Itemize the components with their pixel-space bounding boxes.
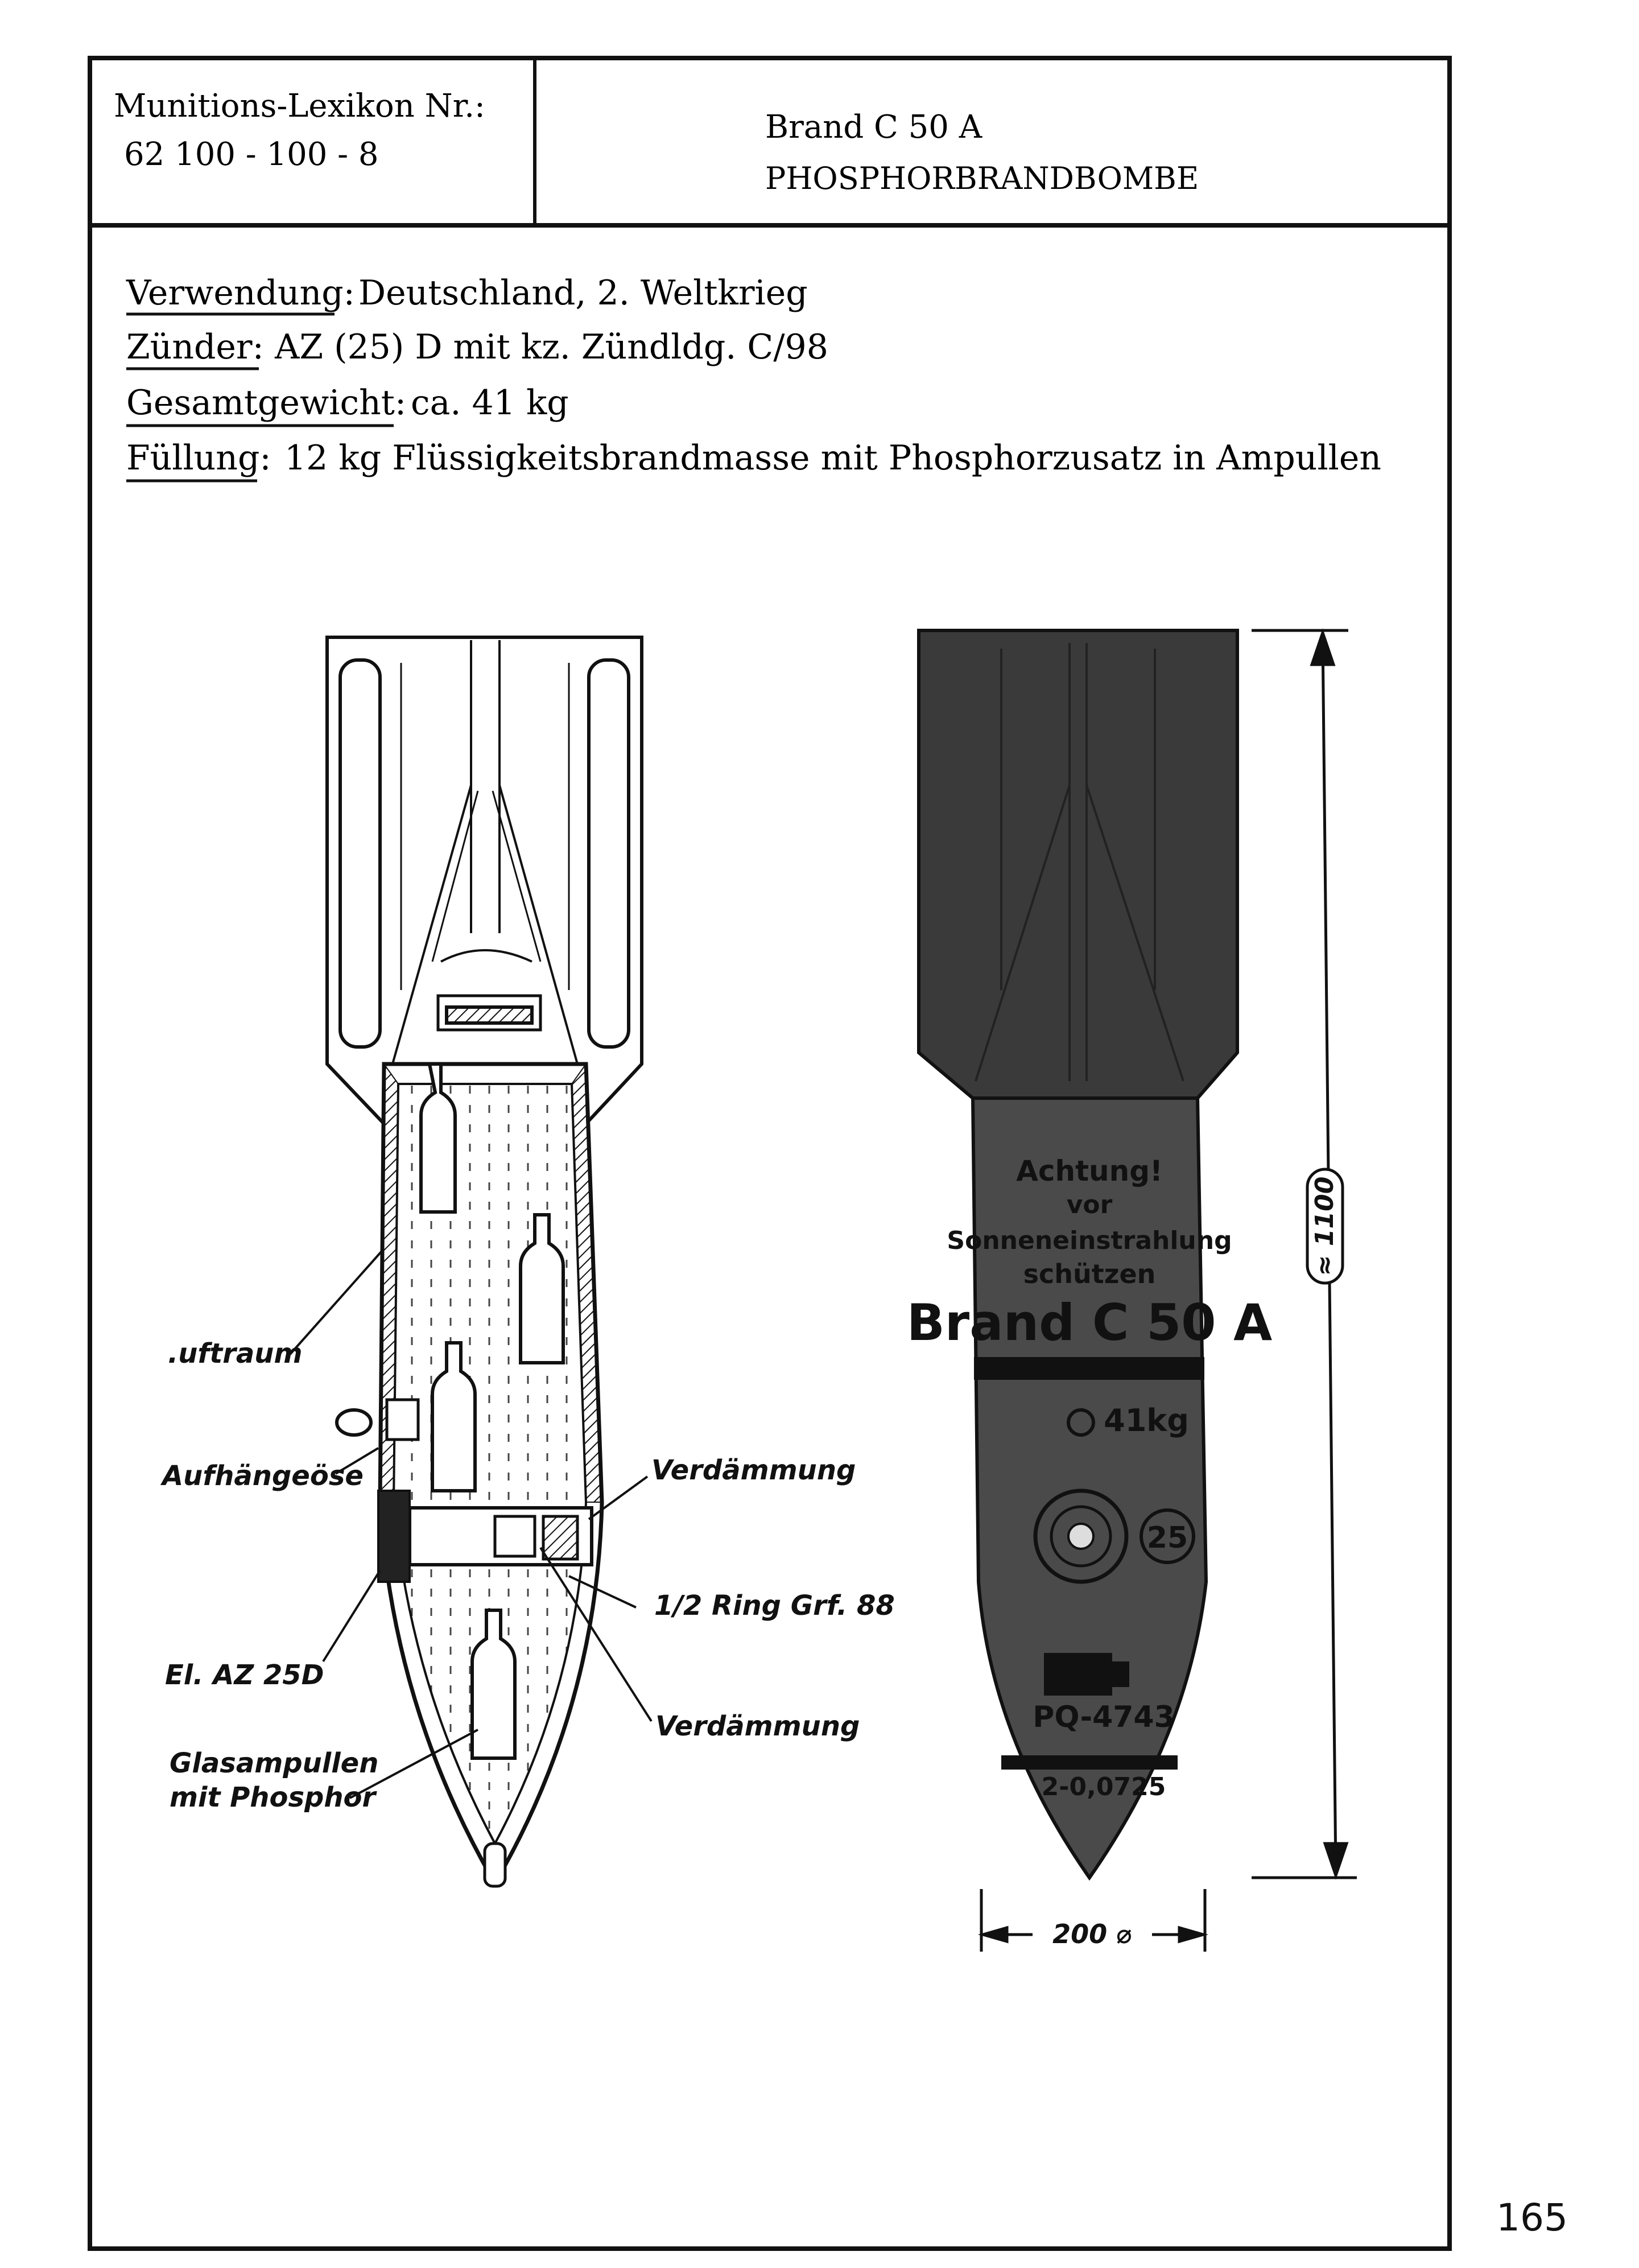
fuze-number: 25 bbox=[1146, 1521, 1188, 1555]
header bbox=[114, 88, 1199, 196]
warning-line-2: vor bbox=[1066, 1190, 1113, 1219]
warning-line-3: Sonneneinstrahlung bbox=[947, 1226, 1232, 1255]
warning-line-1: Achtung! bbox=[1016, 1154, 1163, 1187]
warning-line-4: schützen bbox=[1023, 1259, 1156, 1289]
spec-fields bbox=[126, 273, 1381, 481]
exterior-code: PQ-4743 bbox=[1033, 1700, 1175, 1734]
designation: Brand C 50 A bbox=[765, 109, 982, 146]
field-label-zuender: Zünder: bbox=[126, 327, 264, 367]
label-glasampullen-2: mit Phosphor bbox=[170, 1782, 376, 1813]
exterior-tail bbox=[919, 630, 1237, 1098]
field-value-fuellung: 12 kg Flüssigkeitsbrandmasse mit Phosphorzusatz in Ampullen bbox=[284, 438, 1381, 478]
page-number: 165 bbox=[1496, 2196, 1568, 2240]
label-el-az: El. AZ 25D bbox=[165, 1659, 324, 1691]
cutaway-drawing bbox=[290, 637, 651, 1886]
field-label-verwendung: Verwendung: bbox=[126, 273, 355, 313]
lexikon-label: Munitions-Lexikon Nr.: bbox=[114, 88, 485, 125]
label-ring: 1/2 Ring Grf. 88 bbox=[654, 1590, 895, 1622]
exterior-weight: 41kg bbox=[1104, 1403, 1189, 1438]
tail-fins bbox=[327, 637, 642, 1124]
exterior-lot: 2-0,0725 bbox=[1041, 1772, 1166, 1801]
exterior-drawing bbox=[907, 630, 1273, 1878]
type-title: PHOSPHORBRANDBOMBE bbox=[765, 160, 1199, 196]
label-aufhaengeoese: Aufhängeöse bbox=[162, 1460, 364, 1492]
field-label-gesamtgewicht: Gesamtgewicht: bbox=[126, 383, 407, 423]
field-value-verwendung: Deutschland, 2. Weltkrieg bbox=[358, 273, 808, 313]
field-value-zuender: AZ (25) D mit kz. Zündldg. C/98 bbox=[275, 327, 828, 367]
label-glasampullen-1: Glasampullen bbox=[170, 1747, 379, 1779]
field-value-gesamtgewicht: ca. 41 kg bbox=[411, 383, 569, 423]
lexikon-number: 62 100 - 100 - 8 bbox=[124, 136, 379, 173]
field-label-fuellung: Füllung: bbox=[126, 438, 271, 478]
length-dimension: ≈ 1100 bbox=[1310, 1176, 1339, 1276]
label-verdaemmung-bottom: Verdämmung bbox=[655, 1710, 860, 1742]
exterior-name: Brand C 50 A bbox=[906, 1293, 1273, 1352]
label-verdaemmung-top: Verdämmung bbox=[651, 1454, 856, 1486]
diameter-dimension: 200 ⌀ bbox=[1052, 1919, 1132, 1949]
label-luftraum: .uftraum bbox=[168, 1338, 303, 1370]
